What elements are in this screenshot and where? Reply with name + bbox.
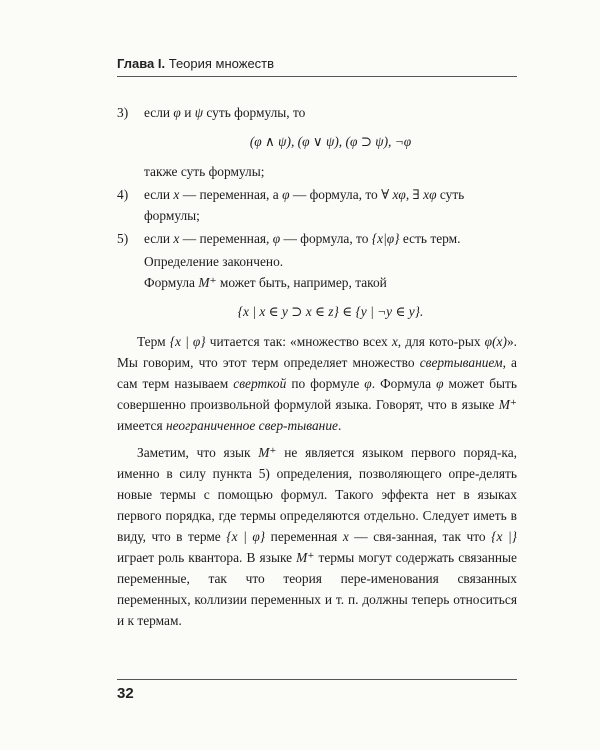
text: по формуле — [286, 376, 365, 391]
item-number: 4) — [117, 187, 129, 202]
math-term: {x|φ} — [371, 231, 400, 246]
text: ». Мы говорим, что этот терм определяет множество — [117, 334, 517, 370]
text: если — [144, 105, 174, 120]
emphasis: свертыванием — [419, 355, 503, 370]
text: не является языком первого поряд-ка, именно в силу пункта 5) определения, позволяющего опре-делять новые термы с помощью формул. Такого эффекта нет в языках первого порядка, где термы определяются отдельно. Следует иметь в виду, что в терме — [117, 445, 517, 544]
math-phi-x: φ(x) — [484, 334, 507, 349]
math-x: x — [342, 529, 349, 544]
text: Заметим, что язык — [137, 445, 259, 460]
text: имеется — [117, 418, 166, 433]
emphasis: сверткой — [233, 376, 287, 391]
text: , — [405, 187, 413, 202]
footer-rule — [117, 679, 517, 680]
math-x: x — [173, 187, 180, 202]
text: термы могут содержать связанные переменные, так что теория пере-именования связанных переменных, коллизии переменных и т. п. должны теперь относиться и к термам. — [117, 550, 518, 628]
text: если — [144, 231, 174, 246]
math-term: {x | φ} — [226, 529, 266, 544]
header-rule — [117, 76, 517, 77]
math-phi: φ — [364, 376, 372, 391]
list-item-4 — [117, 184, 517, 226]
item-number: 3) — [117, 105, 129, 120]
text: суть — [436, 187, 465, 202]
math-phi: φ — [436, 376, 444, 391]
chapter-title: Теория множеств — [168, 56, 275, 71]
text: читается так: «множество всех — [205, 334, 392, 349]
text: . — [337, 418, 342, 433]
example-intro — [117, 272, 517, 293]
text: может быть, например, такой — [216, 275, 387, 290]
emphasis: неограниченное свер-тывание — [166, 418, 338, 433]
paragraph-1 — [117, 331, 517, 436]
text: — переменная, а — [179, 187, 283, 202]
text: может быть совершенно произвольной формулой языка. Говорят, что в языке — [117, 376, 517, 412]
text: — формула, то — [280, 231, 372, 246]
math-phi: φ — [272, 231, 281, 246]
text: , а сам терм называем — [117, 355, 517, 391]
list-item-3 — [117, 102, 517, 123]
math-term: {x | φ} — [169, 334, 206, 349]
text: Формула — [144, 275, 199, 290]
math-language: M⁺ — [258, 445, 277, 460]
paragraph-2 — [117, 442, 517, 631]
math-forall: ∀ xφ — [381, 187, 406, 202]
item-number: 5) — [117, 231, 129, 246]
text: — формула, то — [289, 187, 382, 202]
math-language: M⁺ — [296, 550, 315, 565]
text: если — [144, 187, 174, 202]
math-language: M⁺ — [198, 275, 217, 290]
text: — свя-занная, так что — [348, 529, 492, 544]
math-exists: ∃ xφ — [412, 187, 437, 202]
text: формулы; — [144, 208, 200, 223]
display-formula: (φ ∧ ψ), (φ ∨ ψ), (φ ⊃ ψ), ¬φ — [249, 134, 412, 149]
list-item-5 — [117, 228, 517, 249]
example-formula: {x | x ∈ y ⊃ x ∈ z} ∈ {y | ¬y ∈ y}. — [237, 304, 424, 319]
math-binder: {x |} — [491, 529, 518, 544]
text: и — [180, 105, 195, 120]
math-x: x — [391, 334, 398, 349]
math-phi: φ — [173, 105, 181, 120]
chapter-label: Глава I. — [117, 56, 166, 71]
definition-end: Определение закончено. — [144, 254, 284, 269]
text: Терм — [137, 334, 170, 349]
text: суть формулы, то — [203, 105, 306, 120]
math-x: x — [173, 231, 180, 246]
text: , для кото-рых — [397, 334, 485, 349]
math-phi: φ — [282, 187, 290, 202]
page-number: 32 — [117, 685, 134, 702]
text: переменная — [265, 529, 343, 544]
math-language: M⁺ — [498, 397, 517, 412]
page-body — [117, 102, 517, 631]
math-psi: ψ — [194, 105, 204, 120]
item-3-continuation: также суть формулы; — [144, 164, 265, 179]
text: . Формула — [371, 376, 437, 391]
text: играет роль квантора. В языке — [117, 550, 297, 565]
running-head — [117, 56, 274, 71]
text: есть терм. — [399, 231, 461, 246]
text: — переменная, — [179, 231, 273, 246]
